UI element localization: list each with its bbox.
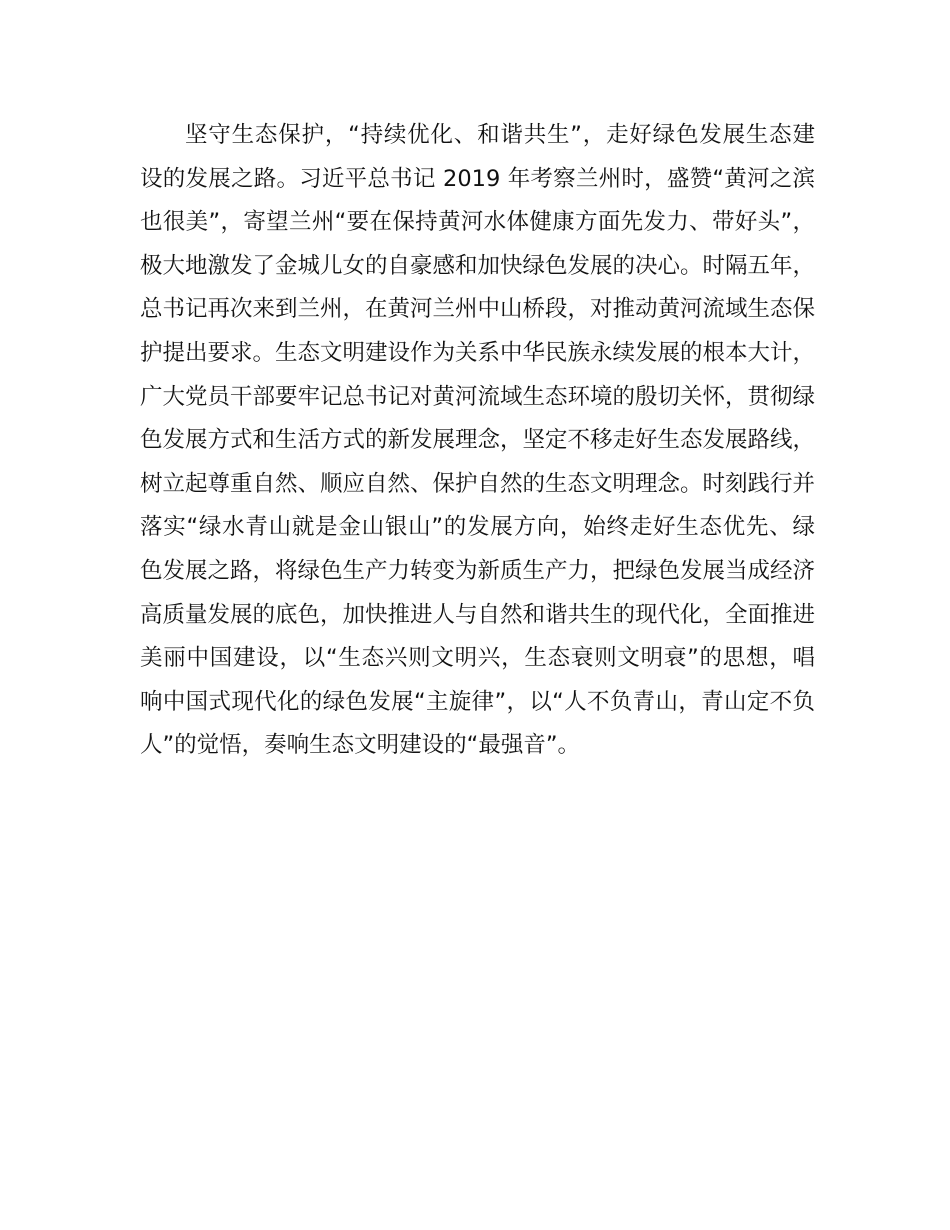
body-paragraph: 坚守生态保护，“持续优化、和谐共生”，走好绿色发展生态建设的发展之路。习近平总书记 2019 年考察兰州时，盛赞“黄河之滨也很美”，寄望兰州“要在保持黄河水体健康方面先发力、带好头”，极大地激发了金城儿女的自豪感和加快绿色发展的决心。时隔五年，总书记再次来到兰州，在黄河兰州中山桥段，对推动黄河流域生态保护提出要求。生态文明建设作为关系中华民族永续发展的根本大计，广大党员干部要牢记总书记对黄河流域生态环境的殷切关怀，贯彻绿色发展方式和生活方式的新发展理念，坚定不移走好生态发展路线，树立起尊重自然、顺应自然、保护自然的生态文明理念。时刻践行并落实“绿水青山就是金山银山”的发展方向，始终走好生态优先、绿色发展之路，将绿色生产力转变为新质生产力，把绿色发展当成经济高质量发展的底色，加快推进人与自然和谐共生的现代化，全面推进美丽中国建设，以“生态兴则文明兴，生态衰则文明衰”的思想，唱响中国式现代化的绿色发展“主旋律”，以“人不负青山，青山定不负人”的觉悟，奏响生态文明建设的“最强音”。 — [140, 122, 816, 759]
